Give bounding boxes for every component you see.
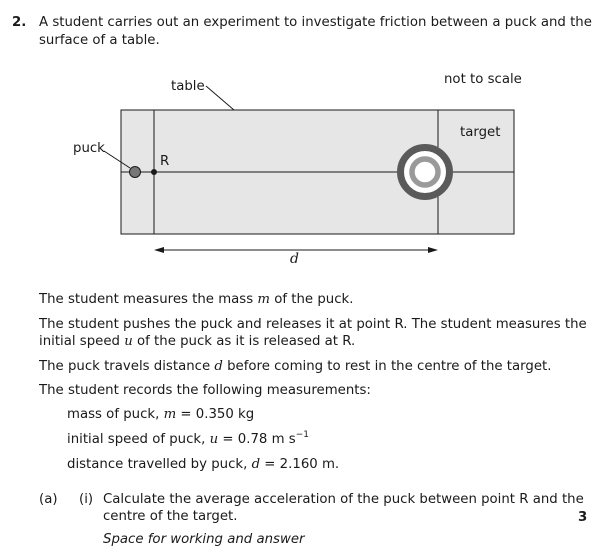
mass-sentence-suffix: of the puck. [270, 292, 354, 307]
mass-sentence-prefix: The student measures the mass [39, 292, 258, 307]
speed-var: u [209, 432, 219, 447]
speed-label: initial speed of puck, [67, 432, 210, 447]
travel-prefix: The puck travels distance [39, 359, 215, 374]
mass-label: mass of puck, [67, 407, 164, 422]
part-a-i-label: (i) [79, 492, 94, 507]
mass-var: m [163, 407, 177, 422]
label-puck: puck [73, 141, 105, 156]
speed-measurement [67, 432, 309, 447]
distance-measurement [67, 457, 339, 472]
label-R: R [160, 154, 170, 169]
push-prefix: initial speed [39, 334, 125, 349]
question-number: 2. [12, 15, 27, 30]
speed-symbol: u [124, 334, 133, 349]
point-R-dot [151, 169, 157, 175]
distance-label: distance travelled by puck, [67, 457, 252, 472]
distance-symbol: d [214, 359, 223, 374]
question-intro-line1: A student carries out an experiment to investigate friction between a puck and the [39, 15, 592, 30]
distance-arrowhead-right [428, 247, 438, 253]
target-icon [397, 144, 453, 200]
push-suffix: of the puck as it is released at R. [132, 334, 356, 349]
mass-sentence [39, 291, 353, 309]
label-table: table [171, 79, 205, 94]
working-space-label: Space for working and answer [103, 532, 305, 547]
puck-icon [130, 167, 141, 178]
label-not-to-scale: not to scale [444, 72, 522, 87]
speed-value: = 0.78 m s [218, 432, 296, 447]
travel-suffix: before coming to rest in the centre of the target. [222, 359, 552, 374]
travel-sentence [39, 358, 551, 376]
mass-symbol: m [257, 292, 271, 307]
part-a-i-line2: centre of the target. [103, 509, 238, 524]
push-sentence-line1: The student pushes the puck and releases it at point R. The student measures the [39, 317, 587, 332]
distance-value: = 2.160 m. [260, 457, 340, 472]
records-sentence: The student records the following measurements: [39, 383, 371, 398]
mass-measurement [67, 407, 254, 422]
distance-arrowhead-left [154, 247, 164, 253]
question-intro-line2: surface of a table. [39, 33, 160, 48]
label-d: d [290, 251, 299, 267]
mass-value: = 0.350 kg [176, 407, 255, 422]
part-a-i-line1: Calculate the average acceleration of the puck between point R and the [103, 492, 584, 507]
marks-badge: 3 [578, 510, 588, 525]
push-sentence-line2 [39, 333, 355, 351]
speed-unit-exponent: −1 [295, 430, 309, 440]
part-a-label: (a) [39, 492, 58, 507]
distance-var: d [251, 457, 261, 472]
label-target: target [460, 125, 501, 140]
table-leader-line [206, 86, 234, 110]
